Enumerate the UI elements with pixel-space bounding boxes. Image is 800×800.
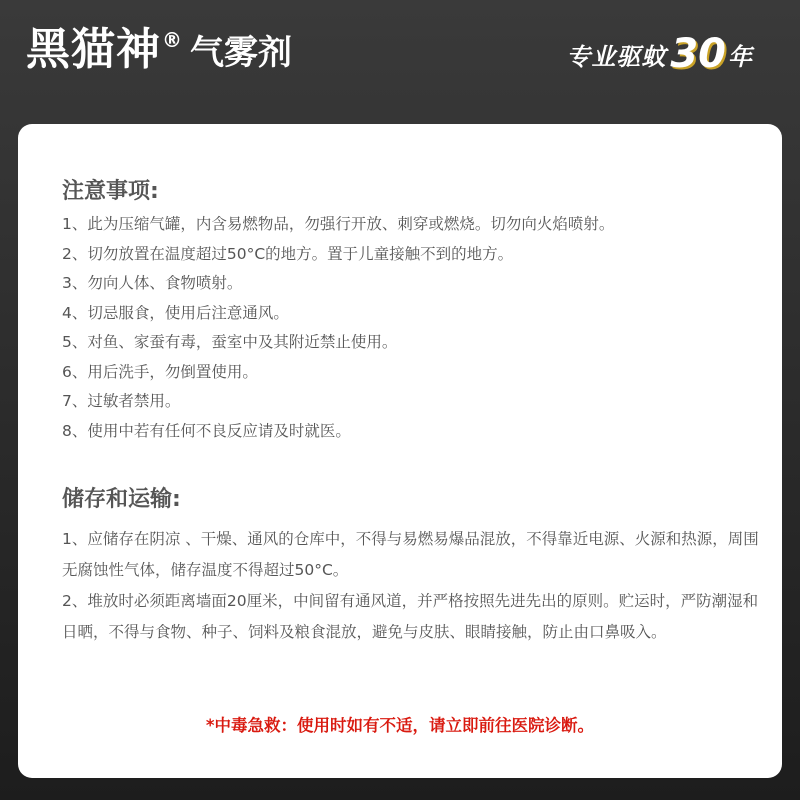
list-item: 6、用后洗手，勿倒置使用。 xyxy=(62,362,258,381)
list-item: 7、过敏者禁用。 xyxy=(62,392,181,410)
anniversary-badge xyxy=(566,31,752,77)
badge-text: 专业驱蚊 xyxy=(566,43,667,71)
header xyxy=(0,0,800,120)
brand-name: 黑猫神 xyxy=(26,24,161,75)
storage-paragraph: 1、应储存在阴凉 、干燥、通风的仓库中，不得与易燃易爆品混放，不得靠近电源、火源和热源，周围无腐蚀性气体，储存温度不得超过50°C。 xyxy=(62,530,759,579)
list-item: 1、此为压缩气罐，内含易燃物品，勿强行开放、刺穿或燃烧。切勿向火焰喷射。 xyxy=(62,215,615,233)
registered-mark: ® xyxy=(162,28,182,52)
product-type: 气雾剂 xyxy=(190,33,292,73)
list-item: 4、切忌服食，使用后注意通风。 xyxy=(62,303,289,322)
list-item: 3、勿向人体、食物喷射。 xyxy=(62,274,243,292)
storage-section xyxy=(62,524,762,648)
notes-title: 注意事项: xyxy=(62,179,159,204)
storage-title: 储存和运输: xyxy=(62,487,181,512)
info-card xyxy=(18,124,782,778)
storage-paragraph: 2、堆放时必须距离墙面20厘米，中间留有通风道，并严格按照先进先出的原则。贮运时，严防潮湿和日晒，不得与食物、种子、饲料及粮食混放，避免与皮肤、眼睛接触，防止由口鼻吸入。 xyxy=(62,592,759,641)
notes-list xyxy=(62,210,614,446)
list-item: 5、对鱼、家蚕有毒，蚕室中及其附近禁止使用。 xyxy=(62,333,398,351)
emergency-notice: *中毒急救：使用时如有不适，请立即前往医院诊断。 xyxy=(205,716,595,735)
list-item: 2、切勿放置在温度超过50°C的地方。置于儿童接触不到的地方。 xyxy=(62,244,514,263)
badge-number: 30 xyxy=(670,31,726,77)
brand-logo xyxy=(26,24,292,75)
list-item: 8、使用中若有任何不良反应请及时就医。 xyxy=(62,421,351,440)
badge-suffix: 年 xyxy=(728,43,752,71)
